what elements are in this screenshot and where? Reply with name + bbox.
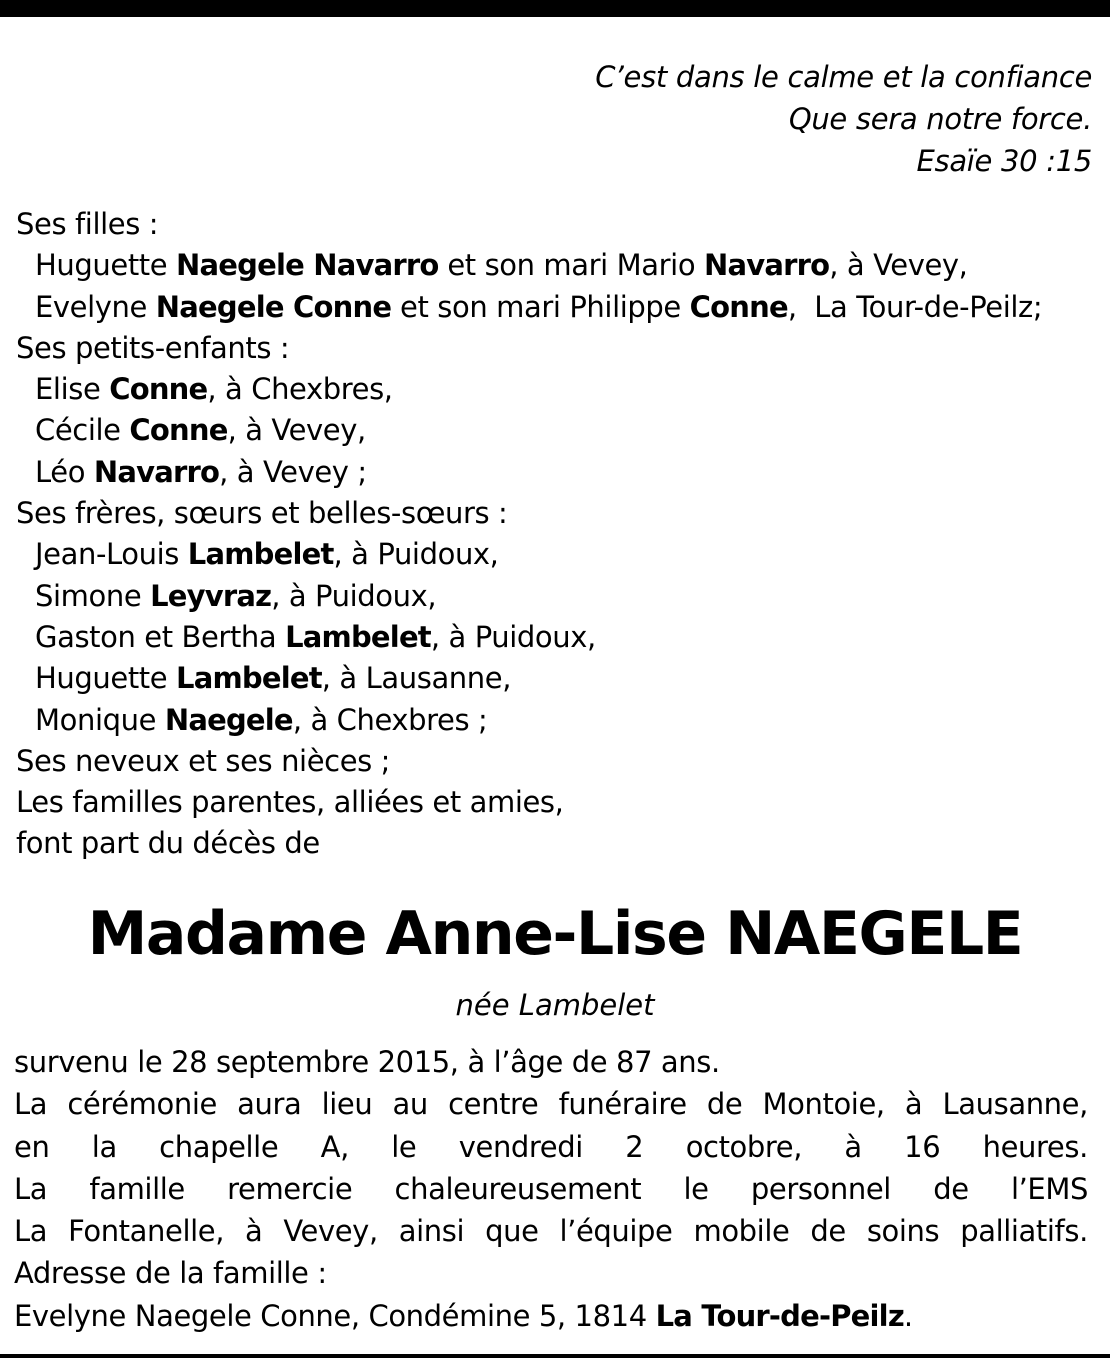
word: famille — [89, 1171, 185, 1206]
bible-verse — [595, 56, 1092, 182]
word: chapelle — [159, 1129, 279, 1164]
word: centre — [448, 1087, 539, 1122]
word: funéraire — [558, 1087, 687, 1122]
word: Montoie, — [762, 1087, 885, 1122]
word: à — [904, 1087, 923, 1122]
word: que — [485, 1214, 539, 1249]
ceremony-line-2 — [14, 1126, 1088, 1168]
word: le — [683, 1171, 709, 1206]
family-list — [16, 204, 1106, 865]
family-entry: Huguette Lambelet, à Lausanne, — [35, 661, 512, 696]
ceremony-line-1 — [14, 1083, 1088, 1125]
announcement-line: font part du décès de — [16, 826, 320, 861]
word: heures. — [982, 1129, 1088, 1164]
siblings-heading: Ses frères, sœurs et belles-sœurs : — [16, 496, 508, 531]
word: de — [706, 1087, 743, 1122]
nephews-line: Ses neveux et ses nièces ; — [16, 743, 391, 778]
top-rule — [0, 0, 1110, 17]
deceased-name: Madame Anne-Lise NAEGELE — [87, 899, 1023, 969]
word: Fontanelle, — [68, 1214, 225, 1249]
grandchildren-heading: Ses petits-enfants : — [16, 330, 290, 365]
word: A, — [320, 1129, 349, 1164]
word: mobile — [693, 1214, 790, 1249]
word: en — [14, 1129, 50, 1164]
word: soins — [866, 1214, 940, 1249]
maiden-name: née Lambelet — [455, 988, 655, 1022]
family-entry: Huguette Naegele Navarro et son mari Mario Navarro, à Vevey, — [35, 248, 968, 283]
family-entry: Léo Navarro, à Vevey ; — [35, 454, 367, 489]
word: 16 — [904, 1129, 941, 1164]
thanks-line-1 — [14, 1168, 1088, 1210]
family-entry: Gaston et Bertha Lambelet, à Puidoux, — [35, 619, 596, 654]
bottom-rule — [0, 1354, 1110, 1358]
word: l’EMS — [1010, 1171, 1088, 1206]
family-entry: Elise Conne, à Chexbres, — [35, 372, 393, 407]
word: remercie — [227, 1171, 353, 1206]
word: personnel — [750, 1171, 891, 1206]
word: le — [391, 1129, 417, 1164]
word: la — [91, 1129, 117, 1164]
word: La — [14, 1171, 48, 1206]
verse-line-1: C’est dans le calme et la confiance — [595, 60, 1092, 94]
word: de — [810, 1214, 846, 1249]
word: aura — [237, 1087, 302, 1122]
verse-reference: Esaïe 30 :15 — [916, 144, 1092, 178]
word: Lausanne, — [942, 1087, 1088, 1122]
word: de — [933, 1171, 969, 1206]
verse-line-2: Que sera notre force. — [788, 102, 1092, 136]
word: cérémonie — [67, 1087, 217, 1122]
thanks-line-2 — [14, 1210, 1088, 1252]
word: ainsi — [398, 1214, 465, 1249]
daughters-heading: Ses filles : — [16, 207, 159, 241]
word: au — [392, 1087, 428, 1122]
family-entry: Simone Leyvraz, à Puidoux, — [35, 578, 437, 613]
word: à — [844, 1129, 862, 1164]
family-entry: Evelyne Naegele Conne et son mari Philippe Conne, La Tour-de-Peilz; — [35, 289, 1043, 324]
word: La — [14, 1087, 48, 1122]
word: palliatifs. — [960, 1214, 1088, 1249]
word: l’équipe — [559, 1214, 673, 1249]
word: lieu — [321, 1087, 373, 1122]
obituary-details — [14, 1041, 1088, 1337]
word: octobre, — [685, 1129, 803, 1164]
address-label: Adresse de la famille : — [14, 1256, 327, 1291]
families-line: Les familles parentes, alliées et amies, — [16, 785, 564, 820]
family-entry: Jean-Louis Lambelet, à Puidoux, — [35, 537, 499, 572]
word: Vevey, — [283, 1214, 378, 1249]
word: La — [14, 1214, 48, 1249]
family-entry: Monique Naegele, à Chexbres ; — [35, 702, 488, 737]
word: à — [245, 1214, 263, 1249]
word: chaleureusement — [394, 1171, 642, 1206]
word: vendredi — [458, 1129, 583, 1164]
address-line: Evelyne Naegele Conne, Condémine 5, 1814 La Tour-de-Peilz. — [14, 1298, 913, 1333]
word: 2 — [625, 1129, 644, 1164]
death-date-line: survenu le 28 septembre 2015, à l’âge de 87 ans. — [14, 1045, 720, 1079]
family-entry: Cécile Conne, à Vevey, — [35, 413, 366, 448]
